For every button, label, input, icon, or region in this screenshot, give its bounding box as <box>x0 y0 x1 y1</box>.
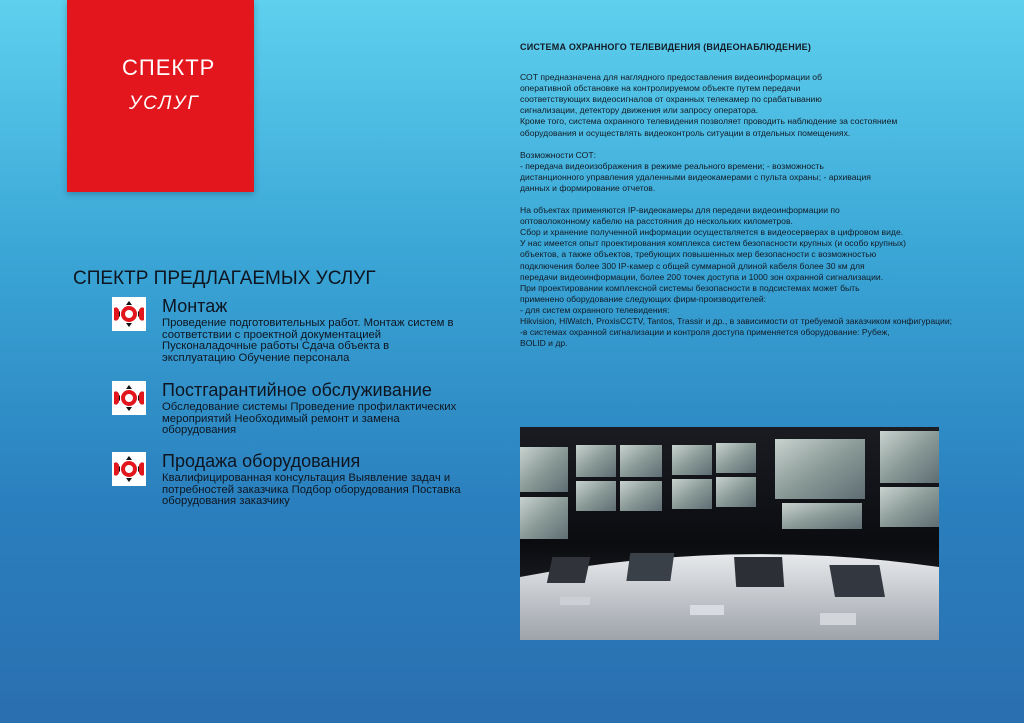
service-name: Постгарантийное обслуживание <box>162 380 432 400</box>
gear-hands-icon <box>111 296 147 332</box>
header-red-block <box>67 0 254 192</box>
service-description: Проведение подготовительных работ. Монтаж систем в соответствии с проектной документацией Пусконаладочные работы Сдача объекта в эксплуатацию Обучение персонала <box>162 317 454 364</box>
control-room-photo <box>520 427 939 640</box>
article-paragraph: Возможности СОТ: - передача видеоизображения в режиме реального времени; - возможность дистанционного управления удаленными видеокамерами с пульта охраны; - архивация данных и формирование отчетов. <box>520 149 871 193</box>
service-name: Монтаж <box>162 296 228 316</box>
service-name: Продажа оборудования <box>162 451 361 471</box>
service-description: Обследование системы Проведение профилактических мероприятий Необходимый ремонт и замена оборудования <box>162 401 457 436</box>
gear-hands-icon <box>111 380 147 416</box>
header-subtitle: УСЛУГ <box>129 93 200 114</box>
article-title: СИСТЕМА ОХРАННОГО ТЕЛЕВИДЕНИЯ (ВИДЕОНАБЛЮДЕНИЕ) <box>520 42 812 52</box>
services-heading: СПЕКТР ПРЕДЛАГАЕМЫХ УСЛУГ <box>73 268 376 289</box>
gear-hands-icon <box>111 451 147 487</box>
header-title: СПЕКТР <box>122 55 216 80</box>
article <box>520 42 995 360</box>
article-paragraph: На объектах применяются IP-видеокамеры для передачи видеоинформации по оптоволоконному кабелю на расстояния до нескольких километров. Сбор и хранение полученной информации осуществляется в видеосерверах в цифровом виде. У нас имеется опыт проектирования комплекса систем безопасности крупных (и особо крупных) объектов, а также объектов, требующих повышенных мер безопасности с возможностью подключения более 300 IP-камер с общей суммарной длиной кабеля более 30 км для передачи видеоинформации, более 200 точек доступа и 1000 зон охранной сигнализации. При проектировании комплексной системы безопасности в подсистемах может быть применено оборудование следующих фирм-производителей: - для систем охранного телевидения: Hikvision, HiWatch, ProxisCCTV, Tantos, Trassir и др., в зависимости от требуемой заказчиком конфигурации; -в системах охранной сигнализации и контроля доступа применяется оборудование: Рубеж, BOLID и др. <box>520 205 953 349</box>
article-paragraph: СОТ предназначена для наглядного предоставления видеоинформации об оперативной обстановке на контролируемом объекте путем передачи соответствующих видеосигналов от охранных телекамер по срабатыванию сигнализации, детектору движения или запросу оператора. Кроме того, система охранного телевидения позволяет проводить наблюдение за состоянием оборудования и осуществлять видеоконтроль ситуации в отдельных помещениях. <box>520 72 898 138</box>
service-description: Квалифицированная консультация Выявление задач и потребностей заказчика Подбор оборудования Поставка оборудования заказчику <box>162 472 461 507</box>
